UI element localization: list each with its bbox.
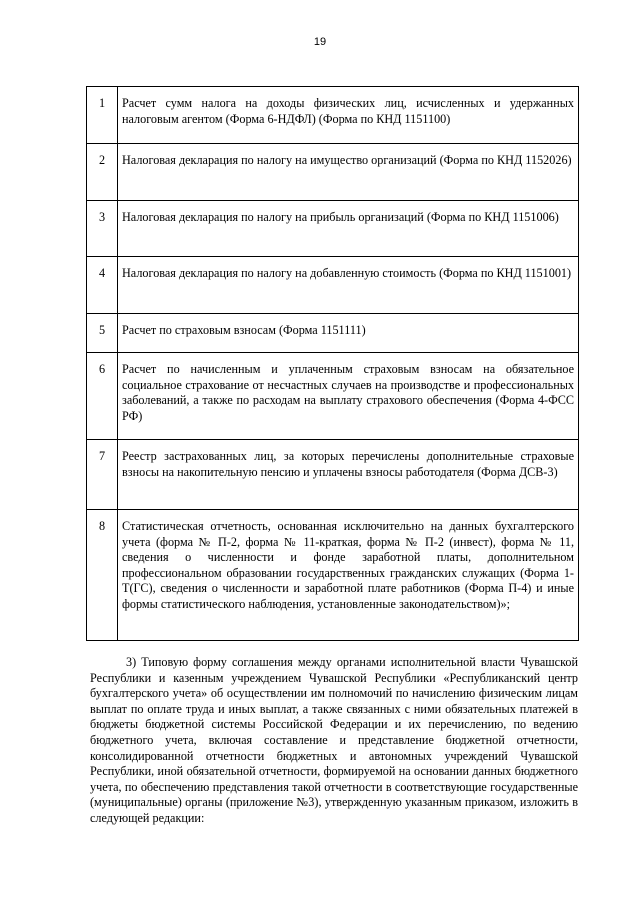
row-number: 7 [87, 440, 118, 510]
forms-table [86, 86, 579, 641]
table-row [87, 201, 579, 257]
row-number: 5 [87, 314, 118, 353]
body-paragraph: 3) Типовую форму соглашения между органами исполнительной власти Чувашской Республики и казенным учреждением Чувашской Республики «Республиканский центр бухгалтерского учета» об осуществлении им полномочий по начислению физическим лицам выплат по оплате труда и иных выплат, а также связанных с ними обязательных платежей в бюджеты бюджетной системы Российской Федерации и их перечислению, по ведению бюджетного учета, включая составление и представление бюджетной отчетности, консолидированной отчетности бюджетных и автономных учреждений Чувашской Республики, иной обязательной отчетности, формируемой на основании данных бюджетного учета, по обеспечению представления такой отчетности в соответствующие государственные (муниципальные) органы (приложение №3), утвержденную указанным приказом, изложить в следующей редакции: [90, 655, 578, 825]
table-row [87, 87, 579, 144]
table-row [87, 440, 579, 510]
row-text: Расчет по страховым взносам (Форма 1151111) [118, 314, 579, 353]
row-text: Статистическая отчетность, основанная исключительно на данных бухгалтерского учета (форма № П-2, форма № 11-краткая, форма № П-2 (инвест), форма № 11, сведения о численности и фонде заработной платы, дополнительном профессиональном образовании государственных гражданских служащих (Форма 1-Т(ГС), сведения о численности и заработной плате работников (Форма П-4) и иные формы статистического наблюдения, установленные законодательством)»; [118, 510, 579, 641]
table-row [87, 510, 579, 641]
table-row [87, 314, 579, 353]
row-number: 8 [87, 510, 118, 641]
row-text: Налоговая декларация по налогу на прибыль организаций (Форма по КНД 1151006) [118, 201, 579, 257]
row-number: 1 [87, 87, 118, 144]
row-text: Налоговая декларация по налогу на добавленную стоимость (Форма по КНД 1151001) [118, 257, 579, 314]
table-row [87, 144, 579, 201]
table-row [87, 257, 579, 314]
table-row [87, 353, 579, 440]
row-text: Налоговая декларация по налогу на имущество организаций (Форма по КНД 1152026) [118, 144, 579, 201]
page-number: 19 [313, 36, 327, 48]
row-text: Реестр застрахованных лиц, за которых перечислены дополнительные страховые взносы на накопительную пенсию и уплачены взносы работодателя (Форма ДСВ-3) [118, 440, 579, 510]
row-number: 6 [87, 353, 118, 440]
row-text: Расчет сумм налога на доходы физических лиц, исчисленных и удержанных налоговым агентом (Форма 6-НДФЛ) (Форма по КНД 1151100) [118, 87, 579, 144]
row-text: Расчет по начисленным и уплаченным страховым взносам на обязательное социальное страхование от несчастных случаев на производстве и профессиональных заболеваний, а также по расходам на выплату страхового обеспечения (Форма 4-ФСС РФ) [118, 353, 579, 440]
row-number: 4 [87, 257, 118, 314]
row-number: 2 [87, 144, 118, 201]
row-number: 3 [87, 201, 118, 257]
